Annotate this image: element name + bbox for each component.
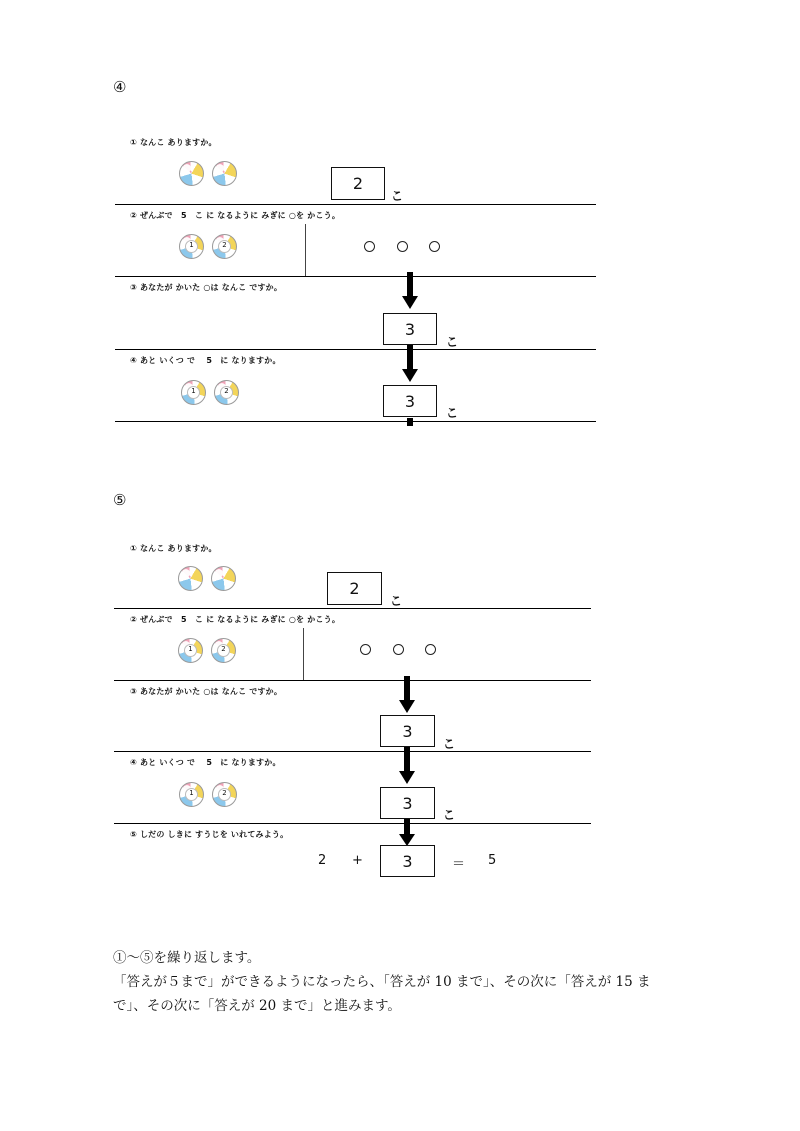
s5-ball-number-1: 1 — [185, 788, 198, 801]
s5-divider — [114, 680, 591, 681]
s4-drawn-circle — [397, 241, 408, 252]
footer-line-1: ①〜⑤を繰り返します。 — [113, 950, 261, 966]
s4-unit-1: こ — [391, 189, 404, 203]
s5-divider — [114, 751, 591, 752]
s5-ball-icon-2 — [212, 782, 237, 807]
s4-question-4: ④ あと いくつ で 5 に なりますか。 — [130, 356, 281, 365]
s4-ball-icon-2 — [214, 380, 239, 405]
s4-question-2: ② ぜんぶで 5 こ に なるように みぎに ○を かこう。 — [130, 211, 341, 220]
s5-down-arrow-icon — [399, 676, 415, 714]
s4-drawn-circle — [364, 241, 375, 252]
s4-ball-number-2: 2 — [220, 386, 233, 399]
s4-unit-4: こ — [446, 406, 459, 420]
s4-divider — [115, 276, 596, 277]
equation-result: 5 — [488, 853, 497, 868]
section-5-marker: ⑤ — [113, 491, 127, 509]
s5-ball-icon — [211, 566, 236, 591]
s4-ball-number-1: 1 — [187, 386, 200, 399]
s5-question-4: ④ あと いくつ で 5 に なりますか。 — [130, 758, 281, 767]
s5-ball-icon-2 — [211, 638, 236, 663]
equation-answer-box[interactable]: 3 — [380, 845, 435, 877]
s4-unit-3: こ — [446, 335, 459, 349]
s5-down-arrow-icon — [399, 819, 415, 847]
s4-ball-icon — [179, 161, 204, 186]
s5-question-5: ⑤ しだの しきに すうじを いれてみよう。 — [130, 830, 289, 839]
s4-answer-box-1[interactable]: 2 — [331, 167, 385, 200]
s4-divider — [115, 349, 596, 350]
s5-unit-4: こ — [443, 808, 456, 822]
s5-unit-3: こ — [443, 737, 456, 751]
s5-divider — [114, 608, 591, 609]
s4-question-3: ③ あなたが かいた ○は なんこ ですか。 — [130, 283, 283, 292]
equation-plus-sign: + — [352, 853, 363, 868]
s5-answer-box-4[interactable]: 3 — [380, 787, 435, 819]
s4-drawn-circle — [429, 241, 440, 252]
s4-vertical-divider — [305, 224, 306, 277]
s4-arrow-stub — [407, 418, 413, 426]
s5-drawn-circle — [360, 644, 371, 655]
s5-ball-icon-1 — [178, 638, 203, 663]
s5-divider — [114, 823, 591, 824]
s5-down-arrow-icon — [399, 747, 415, 785]
s4-ball-icon-2 — [212, 234, 237, 259]
s5-question-3: ③ あなたが かいた ○は なんこ ですか。 — [130, 687, 283, 696]
s5-answer-box-3[interactable]: 3 — [380, 715, 435, 747]
s4-divider — [115, 204, 596, 205]
s5-ball-icon — [178, 566, 203, 591]
s4-ball-icon-1 — [181, 380, 206, 405]
s4-answer-box-4[interactable]: 3 — [383, 385, 437, 417]
footer-line-2: 「答えが５まで」ができるようになったら、「答えが 10 まで」、その次に「答えが 15 ま — [113, 974, 651, 990]
s5-vertical-divider — [303, 628, 304, 680]
s5-answer-box-1[interactable]: 2 — [327, 572, 382, 605]
s5-ball-icon-1 — [179, 782, 204, 807]
s5-unit-1: こ — [390, 594, 403, 608]
s5-ball-number-1: 1 — [184, 644, 197, 657]
footer-line-3: で」、その次に「答えが 20 まで」と進みます。 — [113, 998, 401, 1014]
s4-down-arrow-icon — [402, 272, 418, 310]
s4-answer-box-3[interactable]: 3 — [383, 313, 437, 345]
s4-ball-number-1: 1 — [185, 240, 198, 253]
s4-down-arrow-icon — [402, 345, 418, 383]
equation-addend-1: 2 — [318, 853, 327, 868]
s5-question-2: ② ぜんぶで 5 こ に なるように みぎに ○を かこう。 — [130, 615, 341, 624]
equation-equals-sign: ＝ — [452, 857, 466, 872]
s4-ball-icon-1 — [179, 234, 204, 259]
s5-question-1: ① なんこ ありますか。 — [130, 544, 217, 553]
s4-divider — [115, 421, 596, 422]
section-4-marker: ④ — [113, 78, 127, 96]
s5-ball-number-2: 2 — [217, 644, 230, 657]
s5-drawn-circle — [393, 644, 404, 655]
s4-question-1: ① なんこ ありますか。 — [130, 138, 217, 147]
s4-ball-icon — [212, 161, 237, 186]
s4-ball-number-2: 2 — [218, 240, 231, 253]
s5-ball-number-2: 2 — [218, 788, 231, 801]
s5-drawn-circle — [425, 644, 436, 655]
